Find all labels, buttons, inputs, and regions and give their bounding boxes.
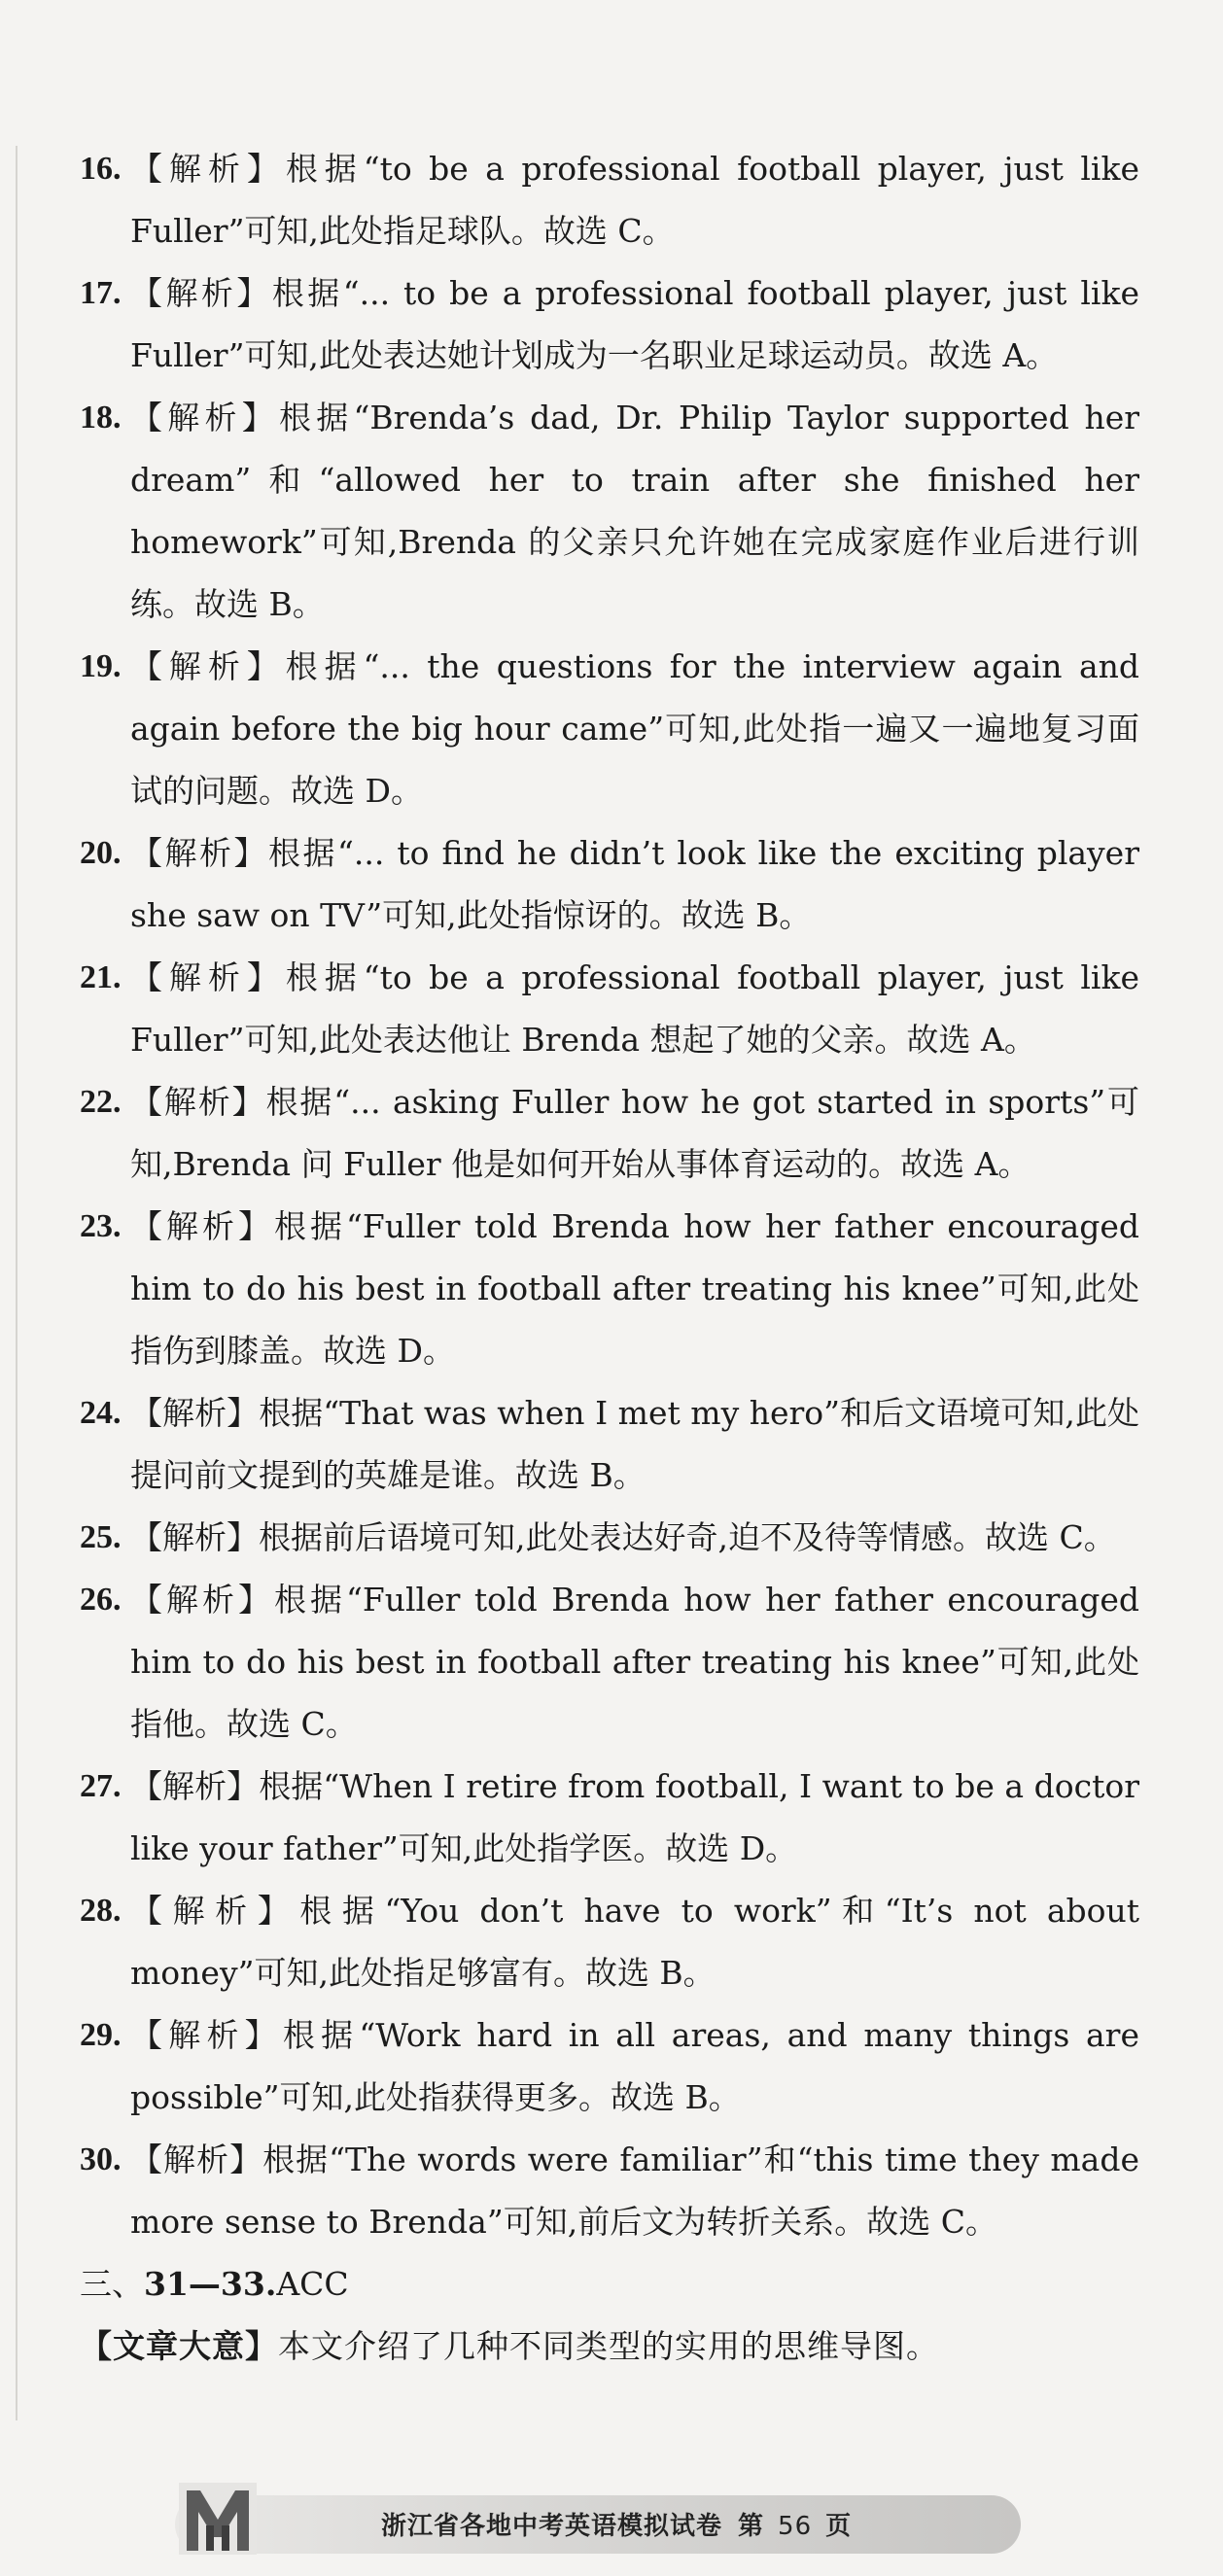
analysis-tag: 【解析】 xyxy=(130,1083,266,1121)
analysis-text: 根据“Brenda’s dad, Dr. Philip Taylor supported her dream”和“allowed her to train after she finished her homework”可知,Brenda 的父亲只允许她在完成家庭作业后进行训练。故选 B。 xyxy=(130,399,1139,623)
left-margin-rule xyxy=(16,146,17,2420)
answer-item xyxy=(80,262,1139,387)
page-number: 56 xyxy=(778,2512,813,2541)
analysis-tag: 【解析】 xyxy=(130,1207,274,1245)
analysis-text: 根据“When I retire from football, I want to be a doctor like your father”可知,此处指学医。故选 D。 xyxy=(130,1767,1139,1867)
question-number: 20. xyxy=(80,835,122,871)
analysis-text: 根据“... the questions for the interview again and again before the big hour came”可知,此处指一遍又一遍地复习面试的问题。故选 D。 xyxy=(130,647,1140,810)
analysis-tag: 【解析】 xyxy=(130,150,286,188)
section-prefix: 三、 xyxy=(80,2265,144,2303)
publisher-logo-icon xyxy=(173,2477,262,2560)
summary-text: 本文介绍了几种不同类型的实用的思维导图。 xyxy=(278,2327,939,2365)
analysis-tag: 【解析】 xyxy=(130,1767,260,1805)
analysis-tag: 【解析】 xyxy=(130,1518,259,1556)
question-number: 19. xyxy=(80,648,122,684)
analysis-tag: 【解析】 xyxy=(130,1581,274,1619)
summary-label: 【文章大意】 xyxy=(80,2327,278,2365)
analysis-text: 根据“You don’t have to work”和“It’s not about money”可知,此处指足够富有。故选 B。 xyxy=(130,1892,1139,1992)
section-range: 31—33. xyxy=(144,2265,277,2303)
analysis-text: 根据“That was when I met my hero”和后文语境可知,此处提问前文提到的英雄是谁。故选 B。 xyxy=(130,1394,1139,1494)
analysis-text: 根据“Fuller told Brenda how her father encouraged him to do his best in football after treating his knee”可知,此处指伤到膝盖。故选 D。 xyxy=(130,1207,1139,1370)
answer-item xyxy=(80,1569,1139,1756)
article-summary xyxy=(80,2315,1139,2378)
question-number: 25. xyxy=(80,1519,122,1555)
question-number: 28. xyxy=(80,1893,122,1929)
analysis-tag: 【解析】 xyxy=(130,647,286,685)
section-header xyxy=(80,2253,1139,2315)
analysis-text: 根据“... asking Fuller how he got started in sports”可知,Brenda 问 Fuller 他是如何开始从事体育运动的。故选 A。 xyxy=(130,1083,1140,1183)
answer-item xyxy=(80,1880,1139,2004)
answer-item xyxy=(80,822,1139,947)
answer-item xyxy=(80,636,1139,822)
question-number: 16. xyxy=(80,151,122,187)
analysis-text: 根据前后语境可知,此处表达好奇,迫不及待等情感。故选 C。 xyxy=(259,1518,1116,1556)
question-number: 22. xyxy=(80,1084,122,1120)
analysis-tag: 【解析】 xyxy=(130,274,272,312)
answer-item xyxy=(80,1382,1139,1507)
analysis-text: 根据“Fuller told Brenda how her father encouraged him to do his best in football after treating his knee”可知,此处指他。故选 C。 xyxy=(130,1581,1139,1743)
question-number: 27. xyxy=(80,1768,122,1804)
question-number: 29. xyxy=(80,2017,122,2053)
analysis-text: 根据“to be a professional football player, just like Fuller”可知,此处表达他让 Brenda 想起了她的父亲。故选 A。 xyxy=(130,958,1140,1059)
answer-content xyxy=(80,138,1139,2378)
footer-caption xyxy=(381,2506,852,2542)
answer-item xyxy=(80,1507,1139,1569)
analysis-text: 根据“to be a professional football player, just like Fuller”可知,此处指足球队。故选 C。 xyxy=(130,150,1140,250)
analysis-tag: 【解析】 xyxy=(130,958,286,996)
question-number: 26. xyxy=(80,1582,122,1618)
question-number: 30. xyxy=(80,2141,122,2177)
answer-list xyxy=(80,138,1139,2253)
analysis-text: 根据“... to find he didn’t look like the exciting player she saw on TV”可知,此处指惊讶的。故选 B。 xyxy=(130,834,1139,934)
analysis-text: 根据“Work hard in all areas, and many things are possible”可知,此处指获得更多。故选 B。 xyxy=(130,2016,1139,2116)
analysis-tag: 【解析】 xyxy=(130,399,279,436)
answer-item xyxy=(80,387,1139,636)
question-number: 23. xyxy=(80,1208,122,1244)
answer-item xyxy=(80,138,1139,262)
section-answers: ACC xyxy=(276,2265,349,2303)
analysis-tag: 【解析】 xyxy=(130,834,268,872)
analysis-tag: 【解析】 xyxy=(130,2016,283,2054)
answer-item xyxy=(80,2129,1139,2253)
answer-item xyxy=(80,1196,1139,1382)
answer-item xyxy=(80,2004,1139,2129)
answer-item xyxy=(80,1756,1139,1880)
footer-title: 浙江省各地中考英语模拟试卷 xyxy=(381,2512,723,2541)
question-number: 18. xyxy=(80,400,122,435)
analysis-text: 根据“... to be a professional football player, just like Fuller”可知,此处表达她计划成为一名职业足球运动员。故选 A。 xyxy=(130,274,1139,374)
answer-item xyxy=(80,1071,1139,1196)
question-number: 24. xyxy=(80,1395,122,1431)
analysis-tag: 【解析】 xyxy=(130,1892,300,1930)
page-suffix: 页 xyxy=(825,2512,853,2541)
question-number: 17. xyxy=(80,275,122,311)
question-number: 21. xyxy=(80,959,122,995)
analysis-tag: 【解析】 xyxy=(130,1394,260,1432)
page-prefix: 第 xyxy=(738,2512,765,2541)
analysis-tag: 【解析】 xyxy=(130,2141,263,2178)
answer-item xyxy=(80,947,1139,1071)
analysis-text: 根据“The words were familiar”和“this time they made more sense to Brenda”可知,前后文为转折关系。故选 C。 xyxy=(130,2141,1139,2241)
